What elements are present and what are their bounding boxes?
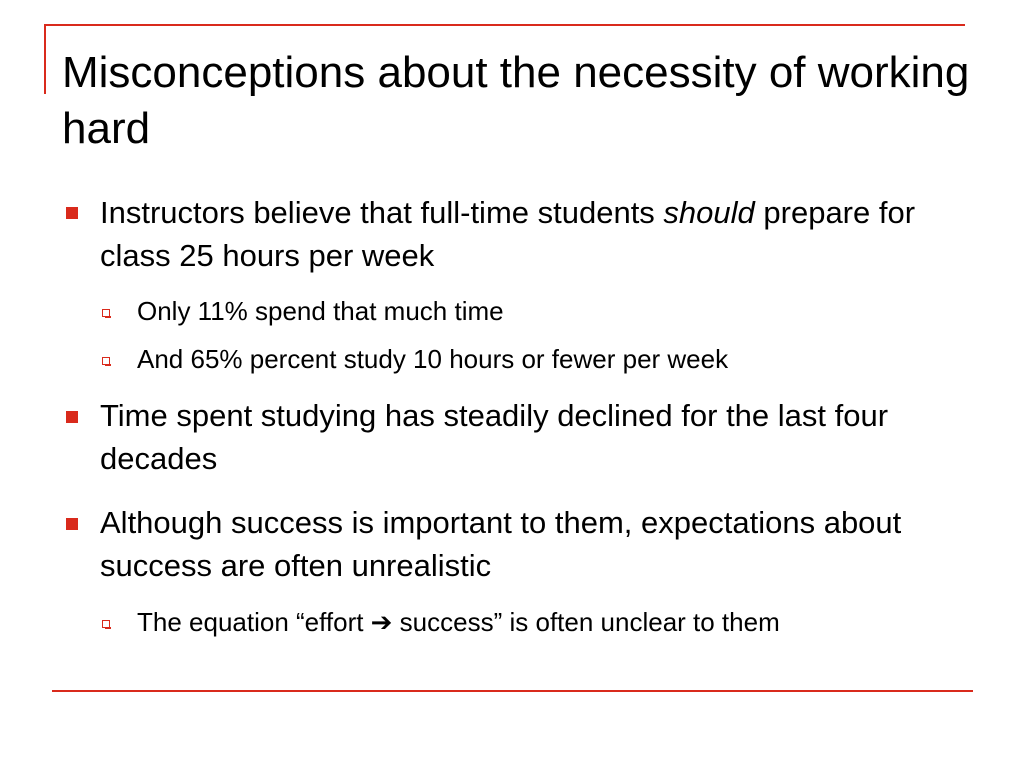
- hollow-square-bullet-icon: [102, 309, 110, 317]
- top-accent-rule: [44, 24, 965, 26]
- subbullet-1-2: And 65% percent study 10 hours or fewer per week: [137, 344, 729, 374]
- bottom-accent-rule: [52, 690, 973, 692]
- hollow-square-bullet-icon: [102, 357, 110, 365]
- square-bullet-icon: [66, 411, 78, 423]
- hollow-square-bullet-icon: [102, 620, 110, 628]
- left-accent-rule: [44, 24, 46, 94]
- bullet-2: Time spent studying has steadily declined for the last four decades: [100, 398, 889, 476]
- bullet-1: [100, 191, 970, 277]
- subbullet-1-1: Only 11% spend that much time: [137, 296, 504, 326]
- bullet-3: Although success is important to them, expectations about success are often unrealistic: [100, 505, 902, 583]
- bullet-1-emphasis: should: [663, 195, 755, 230]
- subbullet-3-1: The equation “effort ➔ success” is often unclear to them: [137, 607, 780, 637]
- bullet-1-text-after: prepare for class 25 hours per week: [100, 195, 916, 273]
- bullet-1-text-before: Instructors believe that full-time students: [100, 195, 664, 230]
- square-bullet-icon: [66, 518, 78, 530]
- square-bullet-icon: [66, 207, 78, 219]
- slide-title: Misconceptions about the necessity of working hard: [62, 48, 970, 153]
